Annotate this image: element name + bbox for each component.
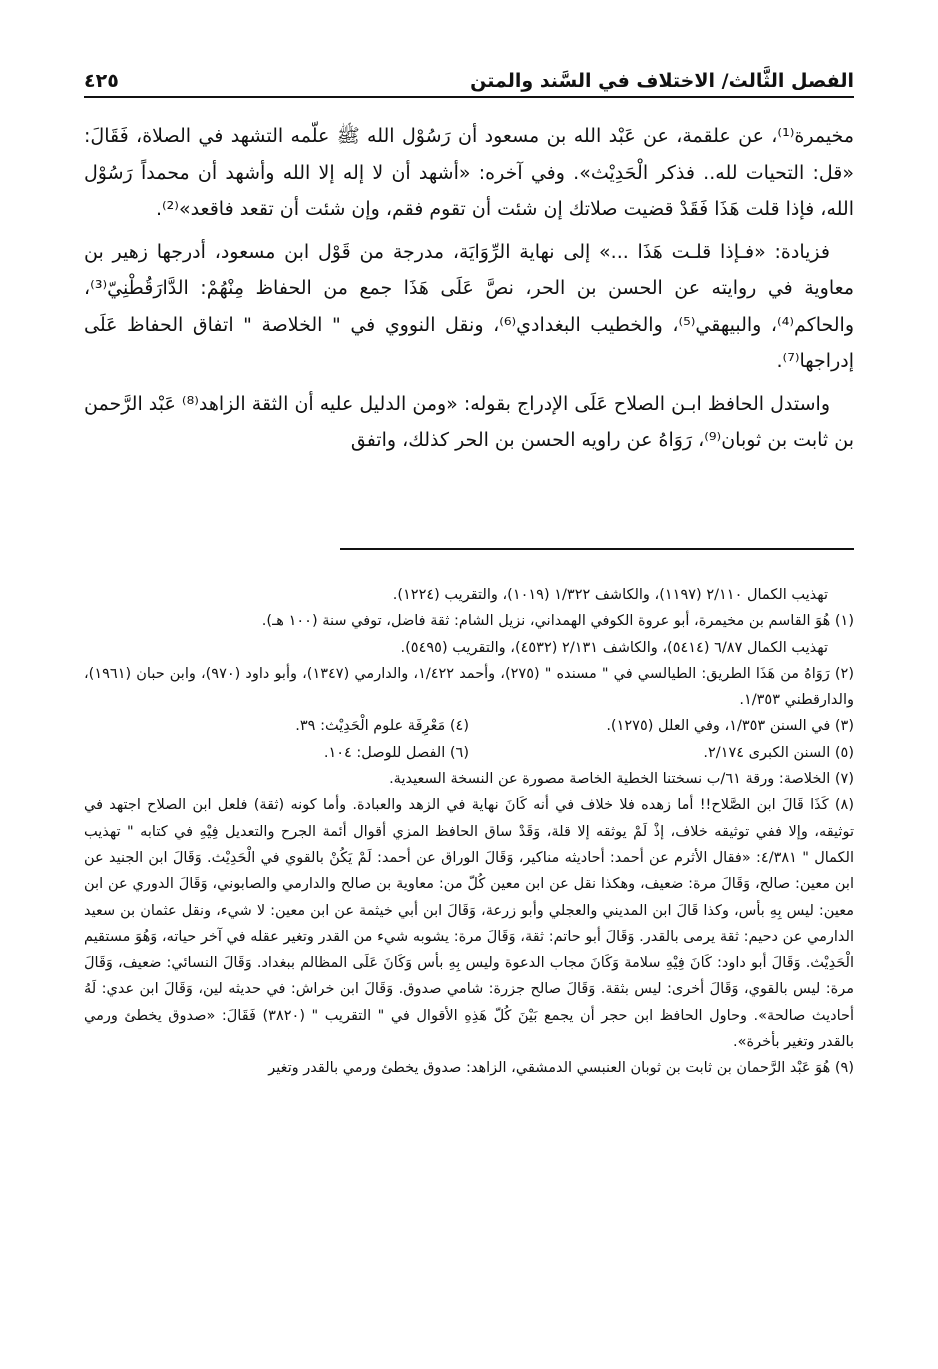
footnotes xyxy=(84,582,854,1082)
footnote-3: (٣) في السنن ١/٣٥٣، وفي العلل (١٢٧٥). xyxy=(606,718,854,735)
footnote-1-refs: تهذيب الكمال ٦/٨٧ (٥٤١٤)، والكاشف ٢/١٣١ (٤٥٣٢)، والتقريب (٥٤٩٥). xyxy=(400,639,828,656)
footnote-7: (٧) الخلاصة: ورقة ٦١/ب نسختنا الخطية الخاصة مصورة عن النسخة السعيدية. xyxy=(389,771,854,788)
footnote-row-5-6 xyxy=(84,740,854,766)
page-header xyxy=(84,60,854,98)
paragraph-2: فزيادة: «فـإذا قلـت هَذَا ...» إلى نهاية الرِّوَايَة، مدرجة من قَوْل ابن مسعود، أدرجها زهير بن معاوية في روايته عن الحسن بن الحر، نصَّ عَلَى هَذَا جمع من الحفاظ مِنْهُمْ: الدَّارَقُطْنِيّ⁽³⁾، والحاكم⁽⁴⁾، والبيهقي⁽⁵⁾، والخطيب البغدادي⁽⁶⁾، ونقل النووي في " الخلاصة " اتفاق الحفاظ عَلَى إدراجها⁽⁷⁾. xyxy=(84,240,854,372)
footnote-continuation: تهذيب الكمال ٢/١١٠ (١١٩٧)، والكاشف ١/٣٢٢ (١٠١٩)، والتقريب (١٢٢٤). xyxy=(392,587,828,603)
paragraph-1: مخيمرة⁽¹⁾، عن علقمة، عن عَبْد الله بن مسعود أن رَسُوْل الله ﷺ علّمه التشهد في الصلاة، فَقَالَ: «قل: التحيات لله.. فذكر الْحَدِيْث». وفي آخره: «أشهد أن لا إله إلا الله وأشهد أن محمداً رَسُوْل الله، فإذا قلت هَذَا فَقَدْ قضيت صلاتك إن شئت أن تقوم فقم، وإن شئت أن تقعد فاقعد»⁽²⁾. xyxy=(84,125,854,220)
footnote-row-3-4 xyxy=(84,713,854,739)
footnote-6: (٦) الفصل للوصل: ١٠٤. xyxy=(323,744,469,761)
chapter-title: الفصل الثَّالث/ الاختلاف في السَّند والمتن xyxy=(470,70,854,92)
footnote-4: (٤) مَعْرِفَة علوم الْحَدِيْث: ٣٩. xyxy=(295,718,469,735)
footnote-1: (١) هُوَ القاسم بن مخيمرة، أبو عروة الكوفي الهمداني، نزيل الشام: ثقة فاضل، توفي سنة (١٠٠ هـ). xyxy=(261,613,854,630)
footnote-5: (٥) السنن الكبرى ٢/١٧٤. xyxy=(703,744,854,761)
footnote-separator xyxy=(340,548,854,550)
footnote-8: (٨) كَذَا قَالَ ابن الصَّلاح!! أما زهده فلا خلاف في أنه كَانَ نهاية في الزهد والعبادة. وأما كونه (ثقة) فلعل ابن الصلاح اجتهد في توثيقه، وإلا ففي توثيقه خلاف، إذْ لَمْ يوثقه إلا قلة، وَقَدْ ساق الحافظ المزي أقوال أئمة الجرح والتعديل فِيْهِ في كتابه " تهذيب الكمال " ٤/٣٨١: «فقال الأثرم عن أحمد: أحاديثه مناكير، وَقَالَ الوراق عن أحمد: لَمْ يَكُنْ بالقوي في الْحَدِيْث. وَقَالَ ابن الجنيد عن ابن معين: صالح، وَقَالَ مرة: ضعيف، وهكذا نقل عن ابن معين كُلّ من: معاوية بن صالح والدارمي والصابوني، وَقَالَ الدوري عن ابن معين: ليس بِهِ بأس، وكذا قَالَ ابن المديني والعجلي وأبو زرعة، وَقَالَ ابن أبي خيثمة عن ابن معين: لا شيء، ونقل عثمان بن سعيد الدارمي عن دحيم: ثقة يرمى بالقدر. وَقَالَ أبو حاتم: ثقة، وَقَالَ مرة: يشوبه شيء من القدر وتغير عقله في آخر حياته، وَهُوَ مستقيم الْحَدِيْث. وَقَالَ أبو داود: كَانَ فِيْهِ سلامة وَكَانَ مجاب الدعوة وليس بِهِ بأس وَكَانَ عَلَى المظالم ببغداد. وَقَالَ النسائي: ضعيف، وَقَالَ مرة: ليس بالقوي، وَقَالَ أخرى: ليس بثقة. وَقَالَ صالح جزرة: شامي صدوق. وَقَالَ ابن خراش: في حديثه لين، وَقَالَ ابن عدي: لَهُ أحاديث صالحة». وحاول الحافظ ابن حجر أن يجمع بَيْنَ كُلّ هَذِهِ الأقوال في " التقريب " (٣٨٢٠) فَقَالَ: «صدوق يخطئ ورمي بالقدر وتغير بأخرة». xyxy=(84,797,854,1051)
footnote-9: (٩) هُوَ عَبْد الرَّحمان بن ثابت بن ثوبان العنبسي الدمشقي، الزاهد: صدوق يخطئ ورمي بالقدر وتغير xyxy=(268,1060,854,1077)
footnote-2: (٢) رَوَاهُ من هَذَا الطريق: الطيالسي في " مسنده " (٢٧٥)، وأحمد ١/٤٢٢، والدارمي (١٣٤٧)، وأبو داود (٩٧٠)، وابن حبان (١٩٦١)، والدارقطني ١/٣٥٣. xyxy=(84,665,854,709)
main-text xyxy=(84,118,854,459)
paragraph-3: واستدل الحافظ ابـن الصلاح عَلَى الإدراج بقوله: «ومن الدليل عليه أن الثقة الزاهد⁽⁸⁾ عَبْد الرَّحمن بن ثابت بن ثوبان⁽⁹⁾، رَوَاهُ عن راويه الحسن بن الحر كذلك، واتفق xyxy=(84,392,854,451)
page-number: ٤٢٥ xyxy=(84,70,119,92)
